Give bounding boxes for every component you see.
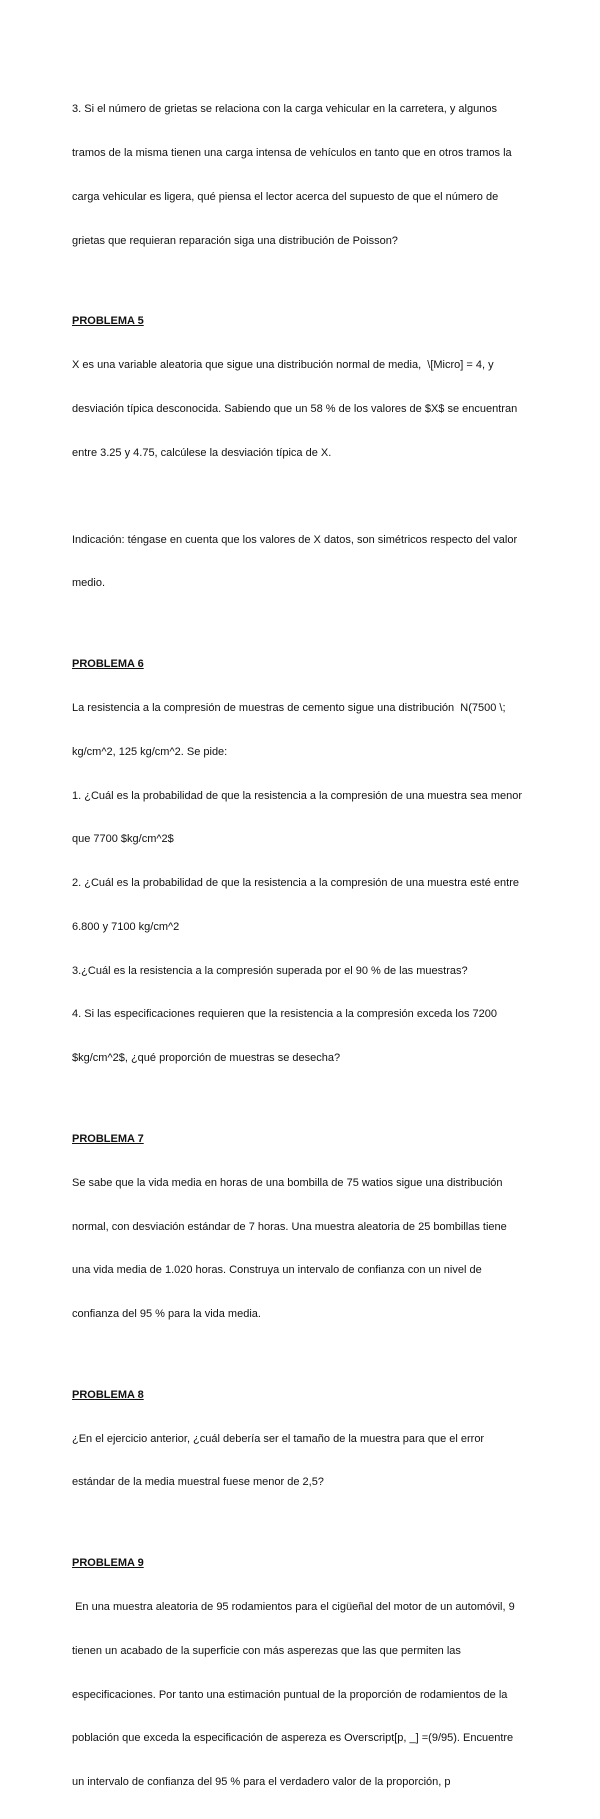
problem-9-heading: PROBLEMA 9 [72,1557,144,1570]
problem-5-heading: PROBLEMA 5 [72,315,144,328]
problem-7-statement [72,1147,532,1351]
text-line: una vida media de 1.020 horas. Construya un intervalo de confianza con un nivel de [72,1264,482,1277]
text-line: un intervalo de confianza del 95 % para el verdadero valor de la proporción, p [72,1776,451,1789]
text-line: especificaciones. Por tanto una estimación puntual de la proporción de rodamientos de la [72,1688,508,1701]
text-line: 3.¿Cuál es la resistencia a la compresión superada por el 90 % de las muestras? [72,964,468,977]
intro-line: carga vehicular es ligera, qué piensa el lector acerca del supuesto de que el número de [72,190,499,203]
intro-line: grietas que requieran reparación siga una distribución de Poisson? [72,234,398,247]
text-line: ¿En el ejercicio anterior, ¿cuál debería ser el tamaño de la muestra para que el error [72,1432,485,1445]
intro-line: 3. Si el número de grietas se relaciona con la carga vehicular en la carretera, y algunos [72,103,497,116]
problem-7-section [72,1132,532,1351]
text-line: 1. ¿Cuál es la probabilidad de que la resistencia a la compresión de una muestra sea menor [72,789,523,802]
intro-line: tramos de la misma tienen una carga intensa de vehículos en tanto que en otros tramos la [72,146,512,159]
text-line: La resistencia a la compresión de muestras de cemento sigue una distribución N(7500 \; [72,701,506,714]
text-line: normal, con desviación estándar de 7 horas. Una muestra aleatoria de 25 bombillas tiene [72,1220,507,1233]
problem-7-heading: PROBLEMA 7 [72,1133,144,1145]
text-line: En una muestra aleatoria de 95 rodamientos para el cigüeñal del motor de un automóvil, 9 [72,1601,515,1614]
problem-8-section [72,1388,532,1519]
text-line: Se sabe que la vida media en horas de una bombilla de 75 watios sigue una distribución [72,1176,503,1189]
text-line: Indicación: téngase en cuenta que los valores de X datos, son simétricos respecto del valor [72,533,518,546]
problem-6-statement [72,672,532,1095]
problem-5-statement [72,329,532,490]
text-line: X es una variable aleatoria que sigue una distribución normal de media, \[Micro] = 4, y [72,359,494,372]
text-line: desviación típica desconocida. Sabiendo que un 58 % de los valores de $X$ se encuentran [72,402,518,415]
problem-8-heading: PROBLEMA 8 [72,1388,144,1401]
intro-paragraph [72,73,532,277]
problem-5-hint [72,503,532,620]
text-line: que 7700 $kg/cm^2$ [72,833,174,846]
document-page [72,73,532,1819]
text-line: tienen un acabado de la superficie con más asperezas que las que permiten las [72,1644,461,1657]
text-line: medio. [72,577,106,590]
text-line: estándar de la media muestral fuese menor de 2,5? [72,1476,324,1489]
text-line: $kg/cm^2$, ¿qué proporción de muestras se desecha? [72,1052,341,1065]
text-line: 4. Si las especificaciones requieren que la resistencia a la compresión exceda los 7200 [72,1008,497,1021]
problem-6-section [72,657,532,1095]
text-line: 2. ¿Cuál es la probabilidad de que la resistencia a la compresión de una muestra esté entre [72,877,519,890]
text-line: entre 3.25 y 4.75, calcúlese la desviación típica de X. [72,446,332,459]
problem-9-statement [72,1571,532,1819]
problem-6-heading: PROBLEMA 6 [72,658,144,671]
problem-8-statement [72,1403,532,1520]
text-line: kg/cm^2, 125 kg/cm^2. Se pide: [72,745,228,758]
text-line: confianza del 95 % para la vida media. [72,1308,261,1321]
problem-9-section [72,1556,532,1819]
text-line: 6.800 y 7100 kg/cm^2 [72,920,180,933]
problem-5-section [72,314,532,620]
text-line: población que exceda la especificación de aspereza es Overscript[p, _] =(9/95). Encuentre [72,1732,514,1745]
